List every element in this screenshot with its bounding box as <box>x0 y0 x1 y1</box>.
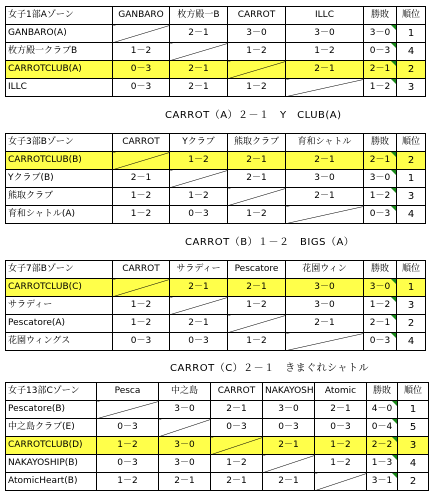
rank-cell: 3 <box>398 437 429 455</box>
match-result-caption: CARROT（A）２－１ Y CLUB(A) <box>165 110 342 121</box>
score-cell: 2－1 <box>228 152 286 170</box>
score-cell: 1－2 <box>315 455 367 473</box>
table-row <box>6 401 429 419</box>
score-cell: 1－2 <box>97 473 159 491</box>
self-match-cell <box>113 152 170 170</box>
team-name: CARROTCLUB(C) <box>6 279 113 297</box>
score-cell: 3－0 <box>159 401 211 419</box>
table-row <box>6 79 426 97</box>
score-cell: 0－3 <box>211 419 263 437</box>
rank-cell: 2 <box>397 152 426 170</box>
score-cell: 0－3 <box>113 61 170 79</box>
cell-corner-marker <box>391 61 396 66</box>
column-header: CARROT <box>228 7 286 25</box>
column-header: Pescatore <box>228 261 286 279</box>
self-match-cell <box>170 43 228 61</box>
record-value: 3－1 <box>371 476 393 486</box>
record-cell <box>367 437 398 455</box>
score-cell: 0－3 <box>113 79 170 97</box>
self-match-cell <box>315 473 367 491</box>
score-cell: 1－2 <box>228 206 286 224</box>
score-cell: 1－2 <box>113 206 170 224</box>
table-row-highlighted <box>6 437 429 455</box>
record-value: 0－3 <box>369 209 391 219</box>
column-header: NAKAYOSH <box>263 383 315 401</box>
record-value: 2－1 <box>369 64 391 74</box>
record-cell <box>364 206 397 224</box>
score-cell: 1－2 <box>286 43 364 61</box>
team-name: サラディー <box>6 297 113 315</box>
record-value: 2－1 <box>369 155 391 165</box>
score-cell: 1－2 <box>170 152 228 170</box>
score-cell: 1－2 <box>113 297 170 315</box>
match-result-caption: CARROT（B）１－２ BIGS（A） <box>185 237 355 248</box>
table-row <box>6 188 426 206</box>
rank-cell: 5 <box>398 419 429 437</box>
column-header: Atomic <box>315 383 367 401</box>
record-value: 3－0 <box>369 173 391 183</box>
cell-corner-marker <box>391 188 396 193</box>
table-row <box>6 25 426 43</box>
self-match-cell <box>170 170 228 188</box>
rank-cell: 1 <box>398 401 429 419</box>
header-row <box>6 7 426 25</box>
self-match-cell <box>286 333 364 351</box>
record-cell <box>364 279 397 297</box>
team-name: Yクラブ(B) <box>6 170 113 188</box>
record-header: 勝敗 <box>367 383 398 401</box>
score-cell: 0－3 <box>97 419 159 437</box>
score-cell: 2－1 <box>211 473 263 491</box>
score-cell: 1－2 <box>228 43 286 61</box>
record-cell <box>364 61 397 79</box>
score-cell: 0－3 <box>97 455 159 473</box>
table-row <box>6 473 429 491</box>
self-match-cell <box>170 297 228 315</box>
table-row <box>6 43 426 61</box>
self-match-cell <box>228 188 286 206</box>
team-name: CARROTCLUB(D) <box>6 437 97 455</box>
rank-header: 順位 <box>397 7 426 25</box>
cell-corner-marker <box>392 473 397 478</box>
cell-corner-marker <box>391 25 396 30</box>
record-value: 3－0 <box>369 282 391 292</box>
team-name: 育和シャトル(A) <box>6 206 113 224</box>
cell-corner-marker <box>391 152 396 157</box>
zone-title: 女子1部Aゾーン <box>6 7 113 25</box>
standings-table-women-div3-zone-b <box>5 133 426 224</box>
self-match-cell <box>113 279 170 297</box>
team-name: ILLC <box>6 79 113 97</box>
table-row <box>6 419 429 437</box>
record-cell <box>364 315 397 333</box>
cell-corner-marker <box>391 279 396 284</box>
rank-cell: 2 <box>397 61 426 79</box>
score-cell: 3－0 <box>228 25 286 43</box>
cell-corner-marker <box>391 333 396 338</box>
cell-corner-marker <box>391 315 396 320</box>
score-cell: 2－1 <box>263 473 315 491</box>
record-cell <box>364 25 397 43</box>
column-header: 熊取クラブ <box>228 134 286 152</box>
score-cell: 2－1 <box>263 437 315 455</box>
score-cell: 2－1 <box>170 315 228 333</box>
standings-table-women-div1-zone-a <box>5 6 426 97</box>
rank-cell: 2 <box>398 473 429 491</box>
table-row <box>6 206 426 224</box>
zone-title: 女子13部Cゾーン <box>6 383 97 401</box>
column-header: ILLC <box>286 7 364 25</box>
score-cell: 1－2 <box>113 315 170 333</box>
record-cell <box>367 401 398 419</box>
column-header: Yクラブ <box>170 134 228 152</box>
standings-table-women-div7-zone-b <box>5 260 426 351</box>
score-cell: 3－0 <box>286 279 364 297</box>
rank-cell: 3 <box>397 79 426 97</box>
column-header: CARROT <box>113 261 170 279</box>
record-value: 1－2 <box>369 300 391 310</box>
record-header: 勝敗 <box>364 261 397 279</box>
record-value: 1－3 <box>371 458 393 468</box>
record-header: 勝敗 <box>364 134 397 152</box>
record-cell <box>367 419 398 437</box>
self-match-cell <box>159 419 211 437</box>
record-cell <box>364 79 397 97</box>
self-match-cell <box>228 315 286 333</box>
team-name: GANBARO(A) <box>6 25 113 43</box>
rank-cell: 1 <box>397 170 426 188</box>
record-value: 2－1 <box>369 318 391 328</box>
score-cell: 1－2 <box>170 188 228 206</box>
rank-cell: 2 <box>397 315 426 333</box>
table-row-highlighted <box>6 279 426 297</box>
cell-corner-marker <box>391 43 396 48</box>
score-cell: 3－0 <box>286 297 364 315</box>
score-cell: 0－3 <box>315 419 367 437</box>
table-row <box>6 315 426 333</box>
cell-corner-marker <box>392 401 397 406</box>
column-header: Pesca <box>97 383 159 401</box>
score-cell: 2－1 <box>286 188 364 206</box>
team-name: Pescatore(A) <box>6 315 113 333</box>
self-match-cell <box>97 401 159 419</box>
table-row <box>6 170 426 188</box>
score-cell: 3－0 <box>159 437 211 455</box>
team-name: CARROTCLUB(B) <box>6 152 113 170</box>
record-cell <box>364 297 397 315</box>
self-match-cell <box>286 206 364 224</box>
rank-cell: 3 <box>397 297 426 315</box>
self-match-cell <box>286 79 364 97</box>
self-match-cell <box>228 61 286 79</box>
score-cell: 1－2 <box>113 43 170 61</box>
match-result-caption: CARROT（C）２－１ きまぐれシャトル <box>170 363 369 374</box>
score-cell: 1－2 <box>315 437 367 455</box>
cell-corner-marker <box>392 437 397 442</box>
self-match-cell <box>211 437 263 455</box>
table-row-highlighted <box>6 61 426 79</box>
team-name: CARROTCLUB(A) <box>6 61 113 79</box>
score-cell: 0－3 <box>170 333 228 351</box>
score-cell: 2－1 <box>228 279 286 297</box>
rank-header: 順位 <box>397 261 426 279</box>
score-cell: 2－1 <box>170 79 228 97</box>
record-cell <box>364 43 397 61</box>
score-cell: 2－1 <box>228 170 286 188</box>
zone-title: 女子3部Bゾーン <box>6 134 113 152</box>
record-cell <box>367 455 398 473</box>
cell-corner-marker <box>391 170 396 175</box>
record-value: 2－2 <box>371 440 393 450</box>
record-value: 0－3 <box>369 46 391 56</box>
record-value: 1－2 <box>369 191 391 201</box>
record-cell <box>364 170 397 188</box>
score-cell: 2－1 <box>286 61 364 79</box>
score-cell: 3－0 <box>159 455 211 473</box>
self-match-cell <box>113 25 170 43</box>
score-cell: 1－2 <box>228 333 286 351</box>
rank-cell: 4 <box>397 206 426 224</box>
team-name: 花園ウィングス <box>6 333 113 351</box>
record-cell <box>364 188 397 206</box>
record-cell <box>364 333 397 351</box>
column-header: CARROT <box>113 134 170 152</box>
rank-cell: 1 <box>397 25 426 43</box>
table-row <box>6 455 429 473</box>
column-header: GANBARO <box>113 7 170 25</box>
score-cell: 2－1 <box>170 279 228 297</box>
record-value: 1－2 <box>369 82 391 92</box>
team-name: 中之島クラブ(E) <box>6 419 97 437</box>
column-header: 枚方殿一B <box>170 7 228 25</box>
column-header: 育和シャトル <box>286 134 364 152</box>
rank-header: 順位 <box>397 134 426 152</box>
score-cell: 2－1 <box>211 401 263 419</box>
score-cell: 1－2 <box>113 188 170 206</box>
record-header: 勝敗 <box>364 7 397 25</box>
column-header: 中之島 <box>159 383 211 401</box>
table-row <box>6 333 426 351</box>
cell-corner-marker <box>392 419 397 424</box>
standings-table-women-div13-zone-c <box>5 382 429 491</box>
cell-corner-marker <box>391 206 396 211</box>
rank-cell: 4 <box>397 43 426 61</box>
cell-corner-marker <box>391 297 396 302</box>
rank-cell: 3 <box>397 188 426 206</box>
record-value: 0－4 <box>371 422 393 432</box>
team-name: 熊取クラブ <box>6 188 113 206</box>
cell-corner-marker <box>391 79 396 84</box>
record-cell <box>364 152 397 170</box>
score-cell: 0－3 <box>170 206 228 224</box>
rank-header: 順位 <box>398 383 429 401</box>
score-cell: 3－0 <box>263 401 315 419</box>
score-cell: 0－3 <box>263 419 315 437</box>
cell-corner-marker <box>392 455 397 460</box>
score-cell: 2－1 <box>170 25 228 43</box>
zone-title: 女子7部Bゾーン <box>6 261 113 279</box>
table-row-highlighted <box>6 152 426 170</box>
team-name: Pescatore(B) <box>6 401 97 419</box>
team-name: AtomicHeart(B) <box>6 473 97 491</box>
record-value: 0－3 <box>369 336 391 346</box>
score-cell: 3－0 <box>286 170 364 188</box>
rank-cell: 4 <box>398 455 429 473</box>
self-match-cell <box>263 455 315 473</box>
score-cell: 2－1 <box>315 401 367 419</box>
score-cell: 2－1 <box>113 170 170 188</box>
column-header: 花園ウィン <box>286 261 364 279</box>
column-header: サラディー <box>170 261 228 279</box>
score-cell: 1－2 <box>97 437 159 455</box>
header-row <box>6 383 429 401</box>
score-cell: 2－1 <box>286 315 364 333</box>
rank-cell: 4 <box>397 333 426 351</box>
header-row <box>6 134 426 152</box>
team-name: 枚方殿一クラブB <box>6 43 113 61</box>
header-row <box>6 261 426 279</box>
record-value: 4－0 <box>371 404 393 414</box>
record-cell <box>367 473 398 491</box>
score-cell: 1－2 <box>228 297 286 315</box>
table-row <box>6 297 426 315</box>
score-cell: 1－2 <box>211 455 263 473</box>
team-name: NAKAYOSHIP(B) <box>6 455 97 473</box>
column-header: CARROT <box>211 383 263 401</box>
score-cell: 1－2 <box>228 79 286 97</box>
score-cell: 3－0 <box>286 25 364 43</box>
score-cell: 2－1 <box>159 473 211 491</box>
score-cell: 2－1 <box>286 152 364 170</box>
rank-cell: 1 <box>397 279 426 297</box>
score-cell: 0－3 <box>113 333 170 351</box>
record-value: 3－0 <box>369 28 391 38</box>
score-cell: 2－1 <box>170 61 228 79</box>
